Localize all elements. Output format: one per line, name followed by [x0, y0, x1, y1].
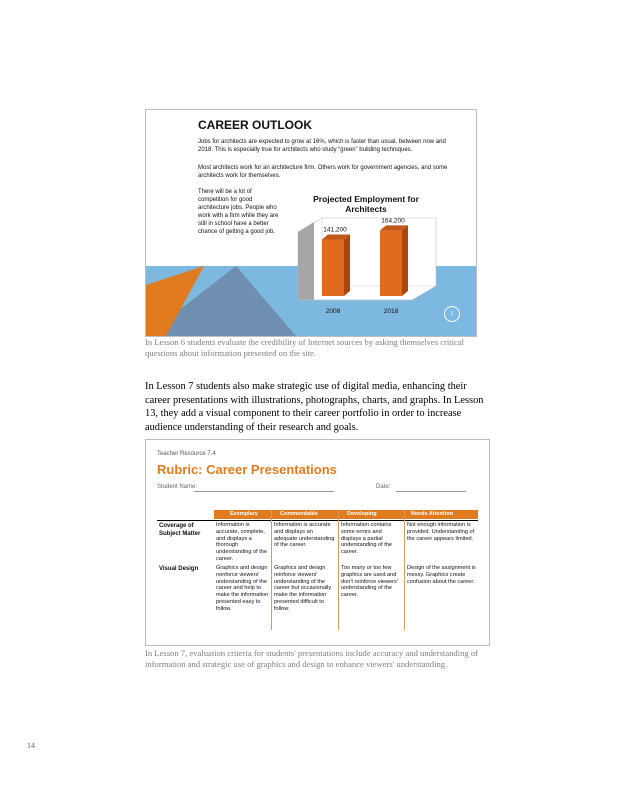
page-number: 14 — [27, 741, 35, 750]
table-cell: Graphics and design reinforce viewers' understanding of the career and help to make the information presented easy to follow. — [216, 565, 269, 612]
rubric-figure — [145, 439, 490, 646]
column-divider — [404, 510, 405, 630]
data-label-2008: 141,200 — [323, 226, 347, 234]
table-cell: Not enough information is provided. Understanding of the career appears limited. — [407, 522, 475, 542]
slide-paragraph-employers: Most architects work for an architecture firm. Others work for government agencies, and some architects work for themselves. — [198, 165, 448, 179]
slide-paragraph-competition: There will be a lot of competition for good architecture jobs. People who work with a firm while they are still in school have a better chance of getting a good job. — [198, 189, 279, 235]
bar-2008 — [322, 240, 344, 296]
career-outlook-slide — [145, 109, 477, 337]
rubric-header-rule — [157, 520, 478, 521]
chart-box — [298, 218, 436, 300]
slide-paragraph-growth: Jobs for architects are expected to grow at 16%, which is faster than usual, between now and 2018. This is especially true for architects who study “green” building techniques. — [198, 139, 446, 153]
chart-side-wall — [298, 222, 314, 300]
bar-side-2008 — [344, 235, 350, 296]
table-cell: Information is accurate and displays an adequate understanding of the career. — [274, 522, 335, 549]
body-paragraph: In Lesson 7 students also make strategic use of digital media, enhancing their career presentations with illustrations, photographs, charts, and graphs. In Lesson 13, they add a visual component to their career portfolio in order to increase audience understanding of their research and goals. — [145, 381, 484, 433]
figure-caption-2: In Lesson 7, evaluation criteria for students' presentations include accuracy and understanding of information and strategic use of graphics and design to enhance viewers' understanding. — [145, 648, 479, 669]
bar-2018 — [380, 230, 402, 296]
tick-label-2008: 2008 — [325, 308, 341, 315]
date-label: Date: — [376, 484, 391, 490]
table-cell: Information is accurate, complete, and displays a thorough understanding of the career. — [216, 522, 268, 562]
slide-title: CAREER OUTLOOK — [198, 118, 312, 132]
column-divider — [271, 510, 272, 630]
student-name-line — [194, 491, 334, 492]
chart-title: Projected Employment for Architects — [313, 194, 419, 214]
bar-side-2018 — [402, 225, 408, 296]
date-line — [396, 491, 466, 492]
row-label-coverage: Coverage of Subject Matter — [159, 523, 201, 537]
table-cell: Too many or too few graphics are used and don't reinforce viewers' understanding of the career. — [341, 565, 398, 599]
teacher-resource-label: Teacher Resource 7.4 — [157, 451, 216, 457]
header-exemplary: Exemplary — [230, 511, 258, 517]
header-commendable: Commendable — [280, 511, 318, 517]
table-cell: Information contains some errors and displays a partial understanding of the career. — [341, 522, 393, 556]
figure-caption-1: In Lesson 6 students evaluate the credibility of Internet sources by asking themselves critical questions about information presented on the site. — [145, 337, 465, 358]
table-cell: Design of the assignment is messy. Graphics create confusion about the career. — [407, 565, 476, 585]
data-label-2018: 164,200 — [381, 217, 405, 225]
column-divider — [338, 510, 339, 630]
rubric-title: Rubric: Career Presentations — [157, 462, 337, 477]
table-cell: Graphics and design reinforce viewers' understanding of the career but occasionally make the information presented difficult to follow. — [274, 565, 332, 612]
slide-number-badge: 1 — [444, 306, 460, 322]
row-label-visual-design: Visual Design — [159, 566, 199, 572]
header-developing: Developing — [347, 511, 377, 517]
header-needs-attention: Needs Attention — [411, 511, 453, 517]
student-name-label: Student Name: — [157, 484, 198, 490]
tick-label-2018: 2018 — [383, 308, 399, 315]
